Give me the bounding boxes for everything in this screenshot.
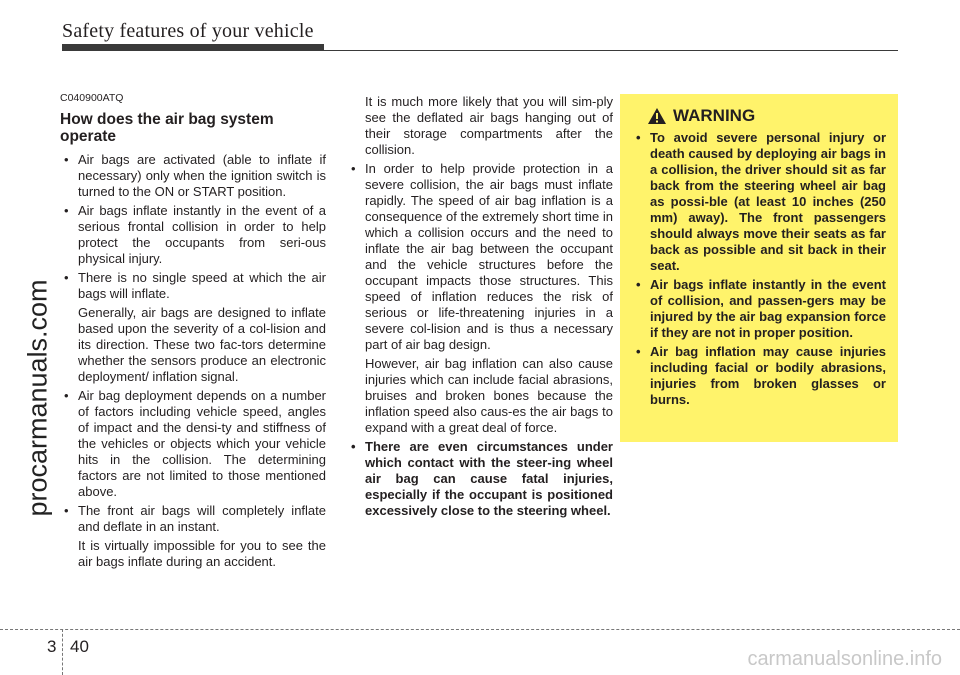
warning-title: WARNING (673, 106, 756, 125)
side-watermark: procarmanuals.com (22, 279, 53, 517)
left-column (60, 90, 326, 573)
bullet-icon: • (64, 270, 69, 285)
warning-list (632, 130, 886, 408)
footer-rule (0, 629, 960, 630)
warning-item: • Air bags inflate instantly in the event of collision, and passen-gers may be injured by the air bag expansion force if they are not in proper position. (636, 277, 886, 340)
list-item: • Air bags are activated (able to inflate if necessary) only when the ignition switch is turned to the ON or START position. (64, 152, 326, 199)
warning-item: • Air bag inflation may cause injuries including facial or bodily abrasions, injuries from broken glasses or burns. (636, 344, 886, 407)
bullet-icon: • (636, 344, 641, 359)
section-code: C040900ATQ (60, 92, 124, 104)
middle-column (347, 94, 613, 522)
bullet-icon: • (636, 130, 641, 145)
operation-list-2 (60, 388, 326, 535)
header-rule (324, 50, 898, 51)
list-item: • Air bag deployment depends on a number of factors including vehicle speed, angles of impact and the densi-ty and stiffness of the vehicles or objects which your vehicle hits in the collision. The determining factors are not limited to those mentioned above. (64, 388, 326, 499)
section-number: 3 (47, 637, 57, 656)
bullet-icon: • (636, 277, 641, 292)
warning-item: • To avoid severe personal injury or death caused by deploying air bags in a collision, the driver should sit as far back from the steering wheel air bag as possi-ble (at least 10 inches (250 mm) away). The front passengers should always move their seats as far back as possible and sit back in their seat. (636, 130, 886, 273)
section-heading: How does the air bag system operate (60, 111, 274, 145)
bullet-icon: • (351, 161, 356, 176)
bottom-watermark: carmanualsonline.info (747, 648, 942, 670)
page-number: 40 (70, 637, 89, 656)
bullet-icon: • (64, 503, 69, 518)
caution-list (347, 439, 613, 519)
footer-divider (62, 629, 63, 675)
bullet-icon: • (64, 388, 69, 403)
header-bar (62, 44, 324, 51)
list-item: • Air bags inflate instantly in the event of a serious frontal collision in order to help protect the occupants from seri-ous physical injury. (64, 203, 326, 266)
list-item: • There are even circumstances under which contact with the steer-ing wheel air bag can cause fatal injuries, especially if the occupant is positioned excessively close to the steering wheel. (351, 439, 613, 518)
warning-triangle-icon (647, 107, 667, 125)
list-item: • There is no single speed at which the air bags will inflate. (64, 270, 326, 301)
list-item: • The front air bags will completely inflate and deflate in an instant. (64, 503, 326, 534)
bullet-icon: • (64, 152, 69, 167)
list-item: • In order to help provide protection in a severe collision, the air bags must inflate rapidly. The speed of air bag inflation is a consequence of the extremely short time in which a collision occurs and the need to inflate the air bag between the occupant and the vehicle structures before the occupant impacts those structures. This speed of inflation reduces the risk of serious or life-threatening injuries in a severe col-lision and is thus a necessary part of air bag design. (351, 161, 613, 352)
continuation-paragraph: However, air bag inflation can also cause injuries which can include facial abrasions, bruises and broken bones because the inflation speed also caus-es the air bags to expand with a great deal of force. (365, 356, 613, 435)
operation-list (60, 152, 326, 302)
inflation-list (347, 161, 613, 353)
warning-header (647, 106, 886, 126)
bullet-icon: • (351, 439, 356, 454)
continuation-paragraph: It is virtually impossible for you to see the air bags inflate during an accident. (78, 538, 326, 569)
continuation-paragraph: Generally, air bags are designed to inflate based upon the severity of a col-lision and its direction. These two fac-tors determine whether the sensors produce an electronic deployment/ inflation signal. (78, 305, 326, 384)
paragraph: It is much more likely that you will sim-ply see the deflated air bags hanging out of their storage compartments after the collision. (365, 94, 613, 157)
bullet-icon: • (64, 203, 69, 218)
header-title: Safety features of your vehicle (62, 20, 314, 42)
warning-box (620, 94, 898, 442)
